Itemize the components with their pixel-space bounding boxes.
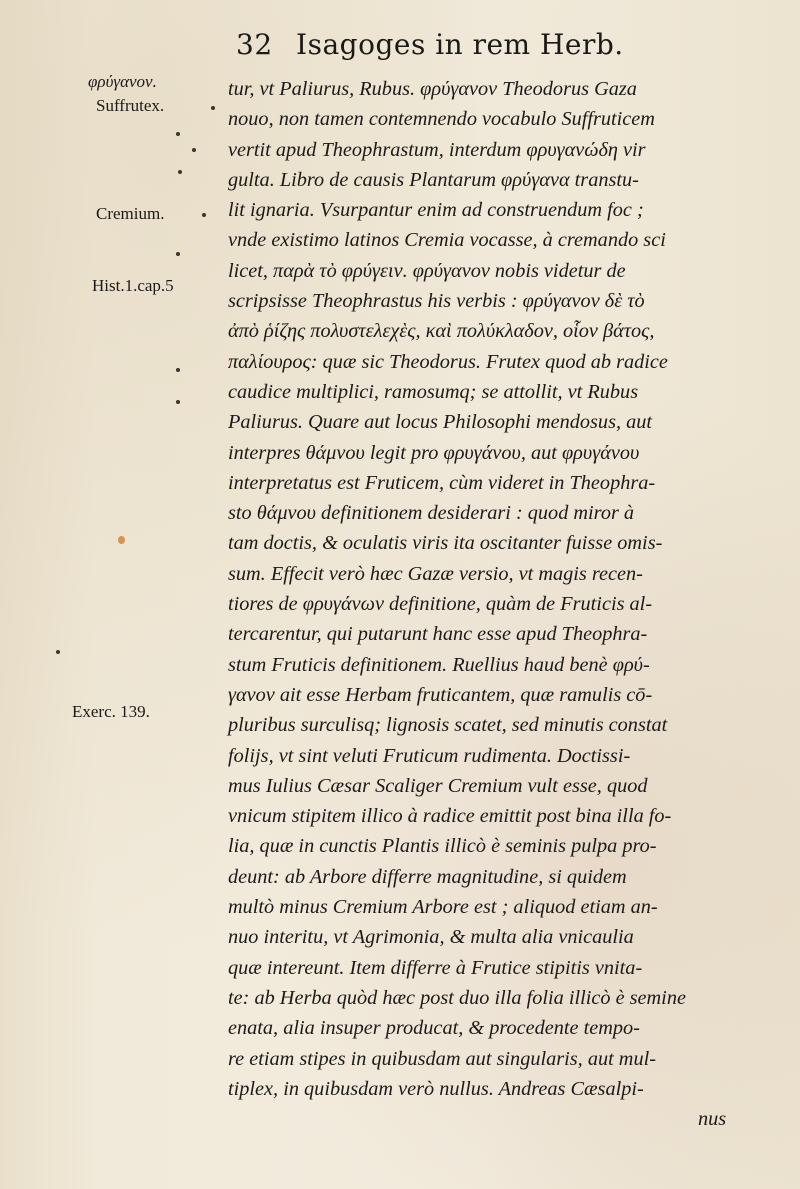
- text-line: vnicum stipitem illico à radice emittit post bina illa fo-: [228, 805, 672, 828]
- text-line: Paliurus. Quare aut locus Philosophi mendosus, aut: [228, 411, 653, 434]
- margin-dot: [202, 213, 206, 217]
- text-line: tam doctis, & oculatis viris ita oscitanter fuisse omis-: [228, 532, 663, 555]
- text-line: tiores de φρυγάνων definitione, quàm de Fruticis al-: [228, 593, 653, 616]
- text-line: deunt: ab Arbore differre magnitudine, si quidem: [228, 865, 627, 888]
- text-line: nouo, non tamen contemnendo vocabulo Suffruticem: [228, 108, 655, 131]
- margin-dot: [192, 148, 196, 152]
- text-line: sum. Effecit verò hæc Gazæ versio, vt magis recen-: [228, 562, 643, 585]
- margin-note-exerc: Exerc. 139.: [72, 702, 150, 721]
- running-title: Isagoges in rem Herb.: [296, 28, 624, 61]
- text-line: licet, παρὰ τὸ φρύγειν. φρύγανον nobis videtur de: [228, 259, 626, 282]
- text-line: tur, vt Paliurus, Rubus. φρύγανον Theodorus Gaza: [228, 78, 637, 100]
- text-line: enata, alia insuper producat, & procedente tempo-: [228, 1017, 640, 1040]
- margin-note-hist: Hist.1.cap.5: [92, 276, 174, 295]
- text-line: interpretatus est Fruticem, cùm videret in Theophra-: [228, 471, 656, 494]
- text-line: mus Iulius Cæsar Scaliger Cremium vult esse, quod: [228, 774, 648, 797]
- text-line: vnde existimo latinos Cremia vocasse, à cremando sci: [228, 229, 666, 252]
- text-line: folijs, vt sint veluti Fruticum rudimenta. Doctissi-: [228, 744, 631, 767]
- margin-note-cremium: Cremium.: [96, 204, 165, 223]
- text-line: sto θάμνου definitionem desiderari : quod miror à: [228, 502, 635, 525]
- text-line: multò minus Cremium Arbore est ; aliquod etiam an-: [228, 896, 658, 919]
- margin-note-suffrutex: Suffrutex.: [96, 96, 165, 115]
- margin-dot: [176, 132, 180, 136]
- margin-dot: [176, 368, 180, 372]
- text-line: caudice multiplici, ramosumq; se attollit, vt Rubus: [228, 380, 639, 403]
- text-line: tiplex, in quibusdam verò nullus. Andreas Cæsalpi-: [228, 1077, 644, 1100]
- margin-dot: [211, 106, 215, 110]
- text-line: vertit apud Theophrastum, interdum φρυγανώδη vir: [228, 138, 646, 161]
- text-line: te: ab Herba quòd hæc post duo illa folia illicò è semine: [228, 986, 686, 1009]
- text-line: gulta. Libro de causis Plantarum φρύγανα transtu-: [228, 168, 639, 191]
- page-number: 32: [236, 28, 273, 61]
- text-line: re etiam stipes in quibusdam aut singularis, aut mul-: [228, 1047, 656, 1070]
- margin-dot: [176, 252, 180, 256]
- text-line: nus: [698, 1108, 727, 1131]
- text-line: lit ignaria. Vsurpantur enim ad construendum foc ;: [228, 199, 644, 222]
- text-line: nuo interitu, vt Agrimonia, & multa alia vnicaulia: [228, 926, 634, 949]
- margin-note-phryganon: φρύγανον.: [88, 72, 157, 91]
- text-line: scripsisse Theophrastus his verbis : φρύγανον δὲ τὸ: [228, 290, 645, 313]
- text-line: stum Fruticis definitionem. Ruellius haud benè φρύ-: [228, 653, 650, 676]
- text-line: γανον ait esse Herbam fruticantem, quæ ramulis cō-: [228, 683, 653, 706]
- text-line: pluribus surculisq; lignosis scatet, sed minutis constat: [228, 714, 668, 737]
- text-line: quæ intereunt. Item differre à Frutice stipitis vnita-: [228, 956, 643, 979]
- text-line: interpres θάμνου legit pro φρυγάνου, aut φρυγάνου: [228, 441, 640, 464]
- text-line: παλίουρος: quæ sic Theodorus. Frutex quod ab radice: [228, 350, 668, 373]
- text-line: tercarentur, qui putarunt hanc esse apud Theophra-: [228, 623, 648, 646]
- text-line: ἀπὸ ῥίζης πολυστελεχὲς, καὶ πολύκλαδον, οἷον βάτος,: [228, 320, 655, 343]
- margin-dot: [178, 170, 182, 174]
- body-text: [228, 74, 768, 1134]
- text-line: lia, quæ in cunctis Plantis illicò è seminis pulpa pro-: [228, 835, 657, 858]
- ink-stain: [118, 536, 125, 544]
- page-header: [236, 28, 624, 61]
- margin-dot: [56, 650, 60, 654]
- margin-dot: [176, 400, 180, 404]
